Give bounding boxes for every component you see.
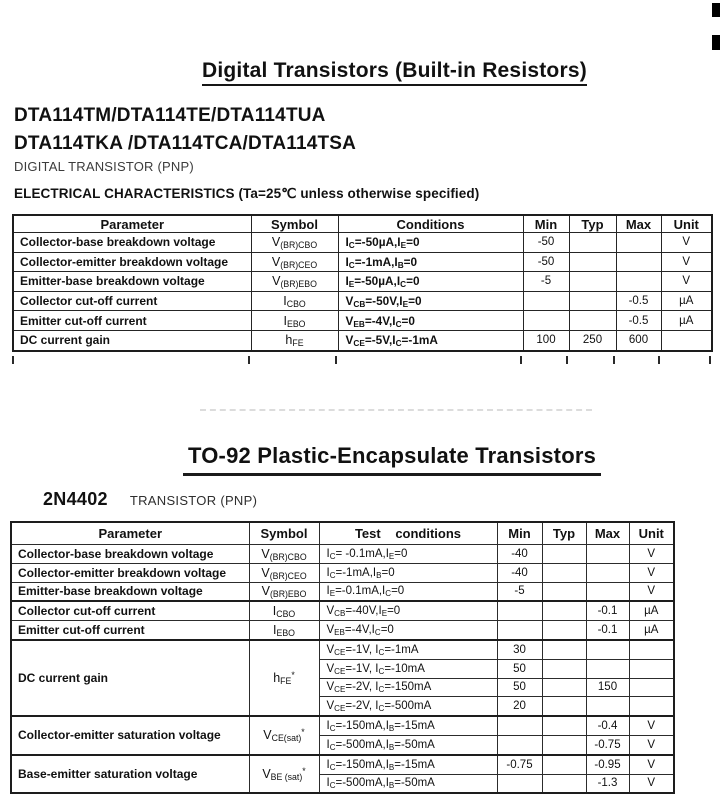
section-title-digital-transistors: Digital Transistors (Built-in Resistors) xyxy=(202,59,587,86)
typ-cell xyxy=(542,545,586,564)
max-cell xyxy=(586,563,629,582)
conditions-cell: $V_{EB}=-4V,I_C=0$ xyxy=(338,311,523,331)
unit-cell xyxy=(629,659,674,678)
min-cell: 50 xyxy=(497,678,542,697)
max-cell: -0.1 xyxy=(586,601,629,620)
min-cell: 100 xyxy=(523,330,569,350)
column-header: Max xyxy=(586,522,629,545)
conditions-cell: $I_C= -0.1mA,I_E=0$ xyxy=(319,545,497,564)
typ-cell: 250 xyxy=(569,330,616,350)
table-row xyxy=(13,272,712,292)
max-cell xyxy=(586,697,629,716)
symbol-cell: $V_{(BR)EBO}$ xyxy=(251,272,338,292)
typ-cell xyxy=(542,659,586,678)
table-row xyxy=(13,291,712,311)
max-cell: -0.1 xyxy=(586,621,629,640)
column-header: Unit xyxy=(661,215,712,233)
conditions-cell: $I_C=-50\mu A,I_E=0$ xyxy=(338,233,523,253)
max-cell: -0.4 xyxy=(586,716,629,735)
min-cell: 30 xyxy=(497,640,542,659)
unit-cell xyxy=(629,678,674,697)
typ-cell xyxy=(569,233,616,253)
min-cell xyxy=(497,716,542,735)
symbol-cell: $V_{(BR)CBO}$ xyxy=(249,545,319,564)
parameter-cell: Collector-emitter breakdown voltage xyxy=(11,563,249,582)
max-cell: -0.75 xyxy=(586,735,629,754)
max-cell xyxy=(616,233,661,253)
symbol-cell: $I_{CBO}$ xyxy=(251,291,338,311)
conditions-cell: $V_{CE}=-1V$, $I_C=-1mA$ xyxy=(319,640,497,659)
parameter-cell: Emitter cut-off current xyxy=(11,621,249,640)
max-cell xyxy=(616,272,661,292)
conditions-cell: $I_C=-1mA,I_B=0$ xyxy=(338,252,523,272)
conditions-cell: $I_C=-150mA,I_B=-15mA$ xyxy=(319,755,497,774)
symbol-cell: $I_{EBO}$ xyxy=(251,311,338,331)
conditions-cell: $I_C=-500mA,I_B=-50mA$ xyxy=(319,735,497,754)
table-row xyxy=(13,330,712,350)
symbol-cell: $V_{(BR)CEO}$ xyxy=(249,563,319,582)
max-cell xyxy=(586,640,629,659)
typ-cell xyxy=(569,252,616,272)
typ-cell xyxy=(542,735,586,754)
typ-cell xyxy=(542,563,586,582)
max-cell: 600 xyxy=(616,330,661,350)
max-cell: -0.5 xyxy=(616,311,661,331)
typ-cell xyxy=(542,755,586,774)
conditions-cell: $V_{CB}=-50V,I_E=0$ xyxy=(338,291,523,311)
column-header: Min xyxy=(523,215,569,233)
table-row xyxy=(11,716,674,735)
column-header: Typ xyxy=(569,215,616,233)
typ-cell xyxy=(542,582,586,601)
unit-cell: V xyxy=(629,755,674,774)
column-header: Symbol xyxy=(251,215,338,233)
conditions-cell: $V_{CE}=-2V$, $I_C=-150mA$ xyxy=(319,678,497,697)
symbol-cell: $I_{EBO}$ xyxy=(249,621,319,640)
table-row xyxy=(11,640,674,659)
unit-cell: µA xyxy=(629,601,674,620)
symbol-cell: $h_{FE}^*$ xyxy=(249,640,319,716)
max-cell: 150 xyxy=(586,678,629,697)
typ-cell xyxy=(569,291,616,311)
min-cell: -40 xyxy=(497,563,542,582)
parameter-cell: Emitter-base breakdown voltage xyxy=(11,582,249,601)
parameter-cell: Collector-emitter saturation voltage xyxy=(11,716,249,755)
column-header: Conditions xyxy=(338,215,523,233)
column-header: Parameter xyxy=(11,522,249,545)
max-cell: -0.5 xyxy=(616,291,661,311)
table-row xyxy=(11,621,674,640)
table-row xyxy=(11,545,674,564)
conditions-cell: $V_{CE}=-1V$, $I_C=-10mA$ xyxy=(319,659,497,678)
min-cell: -50 xyxy=(523,233,569,253)
max-cell xyxy=(616,252,661,272)
part-number-heading xyxy=(14,102,356,158)
conditions-cell: $I_C=-500mA,I_B=-50mA$ xyxy=(319,774,497,793)
symbol-cell: $V_{(BR)CBO}$ xyxy=(251,233,338,253)
unit-cell: V xyxy=(661,252,712,272)
dta114-characteristics-table xyxy=(12,214,713,352)
min-cell xyxy=(523,311,569,331)
conditions-cell: $V_{CE}=-2V$, $I_C=-500mA$ xyxy=(319,697,497,716)
parameter-cell: Base-emitter saturation voltage xyxy=(11,755,249,794)
part-numbers-line1: DTA114TM/DTA114TE/DTA114TUA xyxy=(14,105,326,126)
min-cell xyxy=(497,621,542,640)
electrical-characteristics-heading: ELECTRICAL CHARACTERISTICS (Ta=25℃ unless otherwise specified) xyxy=(14,186,480,201)
symbol-cell: $V_{(BR)EBO}$ xyxy=(249,582,319,601)
max-cell xyxy=(586,545,629,564)
parameter-cell: Collector-emitter breakdown voltage xyxy=(13,252,251,272)
table-row xyxy=(11,601,674,620)
min-cell xyxy=(497,735,542,754)
column-header: Parameter xyxy=(13,215,251,233)
unit-cell: V xyxy=(629,735,674,754)
device-type-label: DIGITAL TRANSISTOR (PNP) xyxy=(14,159,194,174)
table-row xyxy=(11,755,674,774)
2n4402-characteristics-table xyxy=(10,521,675,794)
min-cell: -40 xyxy=(497,545,542,564)
parameter-cell: Collector-base breakdown voltage xyxy=(11,545,249,564)
symbol-cell: $I_{CBO}$ xyxy=(249,601,319,620)
symbol-cell: $V_{CE(sat)}^*$ xyxy=(249,716,319,755)
scan-artifact-bar xyxy=(712,3,720,17)
column-header: Test conditions xyxy=(319,522,497,545)
min-cell: -50 xyxy=(523,252,569,272)
typ-cell xyxy=(542,640,586,659)
unit-cell xyxy=(629,640,674,659)
column-header: Min xyxy=(497,522,542,545)
typ-cell xyxy=(569,311,616,331)
section-title-to92-transistors: TO-92 Plastic-Encapsulate Transistors xyxy=(183,443,601,476)
device-type-label: TRANSISTOR (PNP) xyxy=(129,493,258,508)
unit-cell: µA xyxy=(629,621,674,640)
symbol-cell: $V_{BE (sat)}^*$ xyxy=(249,755,319,794)
table-row xyxy=(11,582,674,601)
table-row xyxy=(11,563,674,582)
table-header-row xyxy=(13,215,712,233)
min-cell: -5 xyxy=(523,272,569,292)
typ-cell xyxy=(542,697,586,716)
parameter-cell: Emitter cut-off current xyxy=(13,311,251,331)
conditions-cell: $I_C=-150mA,I_B=-15mA$ xyxy=(319,716,497,735)
typ-cell xyxy=(542,678,586,697)
max-cell xyxy=(586,659,629,678)
min-cell xyxy=(497,601,542,620)
column-header: Max xyxy=(616,215,661,233)
parameter-cell: DC current gain xyxy=(13,330,251,350)
unit-cell: V xyxy=(661,233,712,253)
parameter-cell: Collector-base breakdown voltage xyxy=(13,233,251,253)
parameter-cell: Collector cut-off current xyxy=(11,601,249,620)
scan-artifact-dashed-line xyxy=(200,409,592,411)
parameter-cell: Collector cut-off current xyxy=(13,291,251,311)
unit-cell: V xyxy=(661,272,712,292)
typ-cell xyxy=(569,272,616,292)
min-cell xyxy=(497,774,542,793)
table-header-row xyxy=(11,522,674,545)
max-cell xyxy=(586,582,629,601)
unit-cell: V xyxy=(629,716,674,735)
part-number-2n4402: 2N4402 xyxy=(43,489,108,509)
table-row xyxy=(13,311,712,331)
scan-artifact-bar xyxy=(712,35,720,50)
conditions-cell: $V_{CE}=-5V,I_C=-1mA$ xyxy=(338,330,523,350)
typ-cell xyxy=(542,774,586,793)
unit-cell: V xyxy=(629,774,674,793)
conditions-cell: $I_C=-1mA,I_B=0$ xyxy=(319,563,497,582)
parameter-cell: Emitter-base breakdown voltage xyxy=(13,272,251,292)
max-cell: -1.3 xyxy=(586,774,629,793)
min-cell: 20 xyxy=(497,697,542,716)
table-continuation-stub xyxy=(12,356,711,364)
min-cell: -0.75 xyxy=(497,755,542,774)
part-numbers-line2: DTA114TKA /DTA114TCA/DTA114TSA xyxy=(14,133,357,154)
typ-cell xyxy=(542,716,586,735)
symbol-cell: $h_{FE}$ xyxy=(251,330,338,350)
unit-cell: V xyxy=(629,563,674,582)
unit-cell: µA xyxy=(661,291,712,311)
unit-cell: V xyxy=(629,545,674,564)
min-cell: 50 xyxy=(497,659,542,678)
table-row xyxy=(13,252,712,272)
typ-cell xyxy=(542,621,586,640)
conditions-cell: $V_{CB}=-40V,I_E=0$ xyxy=(319,601,497,620)
unit-cell: V xyxy=(629,582,674,601)
column-header: Typ xyxy=(542,522,586,545)
min-cell xyxy=(523,291,569,311)
max-cell: -0.95 xyxy=(586,755,629,774)
table-row xyxy=(13,233,712,253)
parameter-cell: DC current gain xyxy=(11,640,249,716)
conditions-cell: $I_E=-50\mu A,I_C=0$ xyxy=(338,272,523,292)
unit-cell: µA xyxy=(661,311,712,331)
symbol-cell: $V_{(BR)CEO}$ xyxy=(251,252,338,272)
unit-cell xyxy=(629,697,674,716)
column-header: Unit xyxy=(629,522,674,545)
conditions-cell: $V_{EB}=-4V,I_C=0$ xyxy=(319,621,497,640)
column-header: Symbol xyxy=(249,522,319,545)
min-cell: -5 xyxy=(497,582,542,601)
unit-cell xyxy=(661,330,712,350)
part-number-heading xyxy=(43,489,257,510)
typ-cell xyxy=(542,601,586,620)
conditions-cell: $I_E=-0.1mA,I_C=0$ xyxy=(319,582,497,601)
